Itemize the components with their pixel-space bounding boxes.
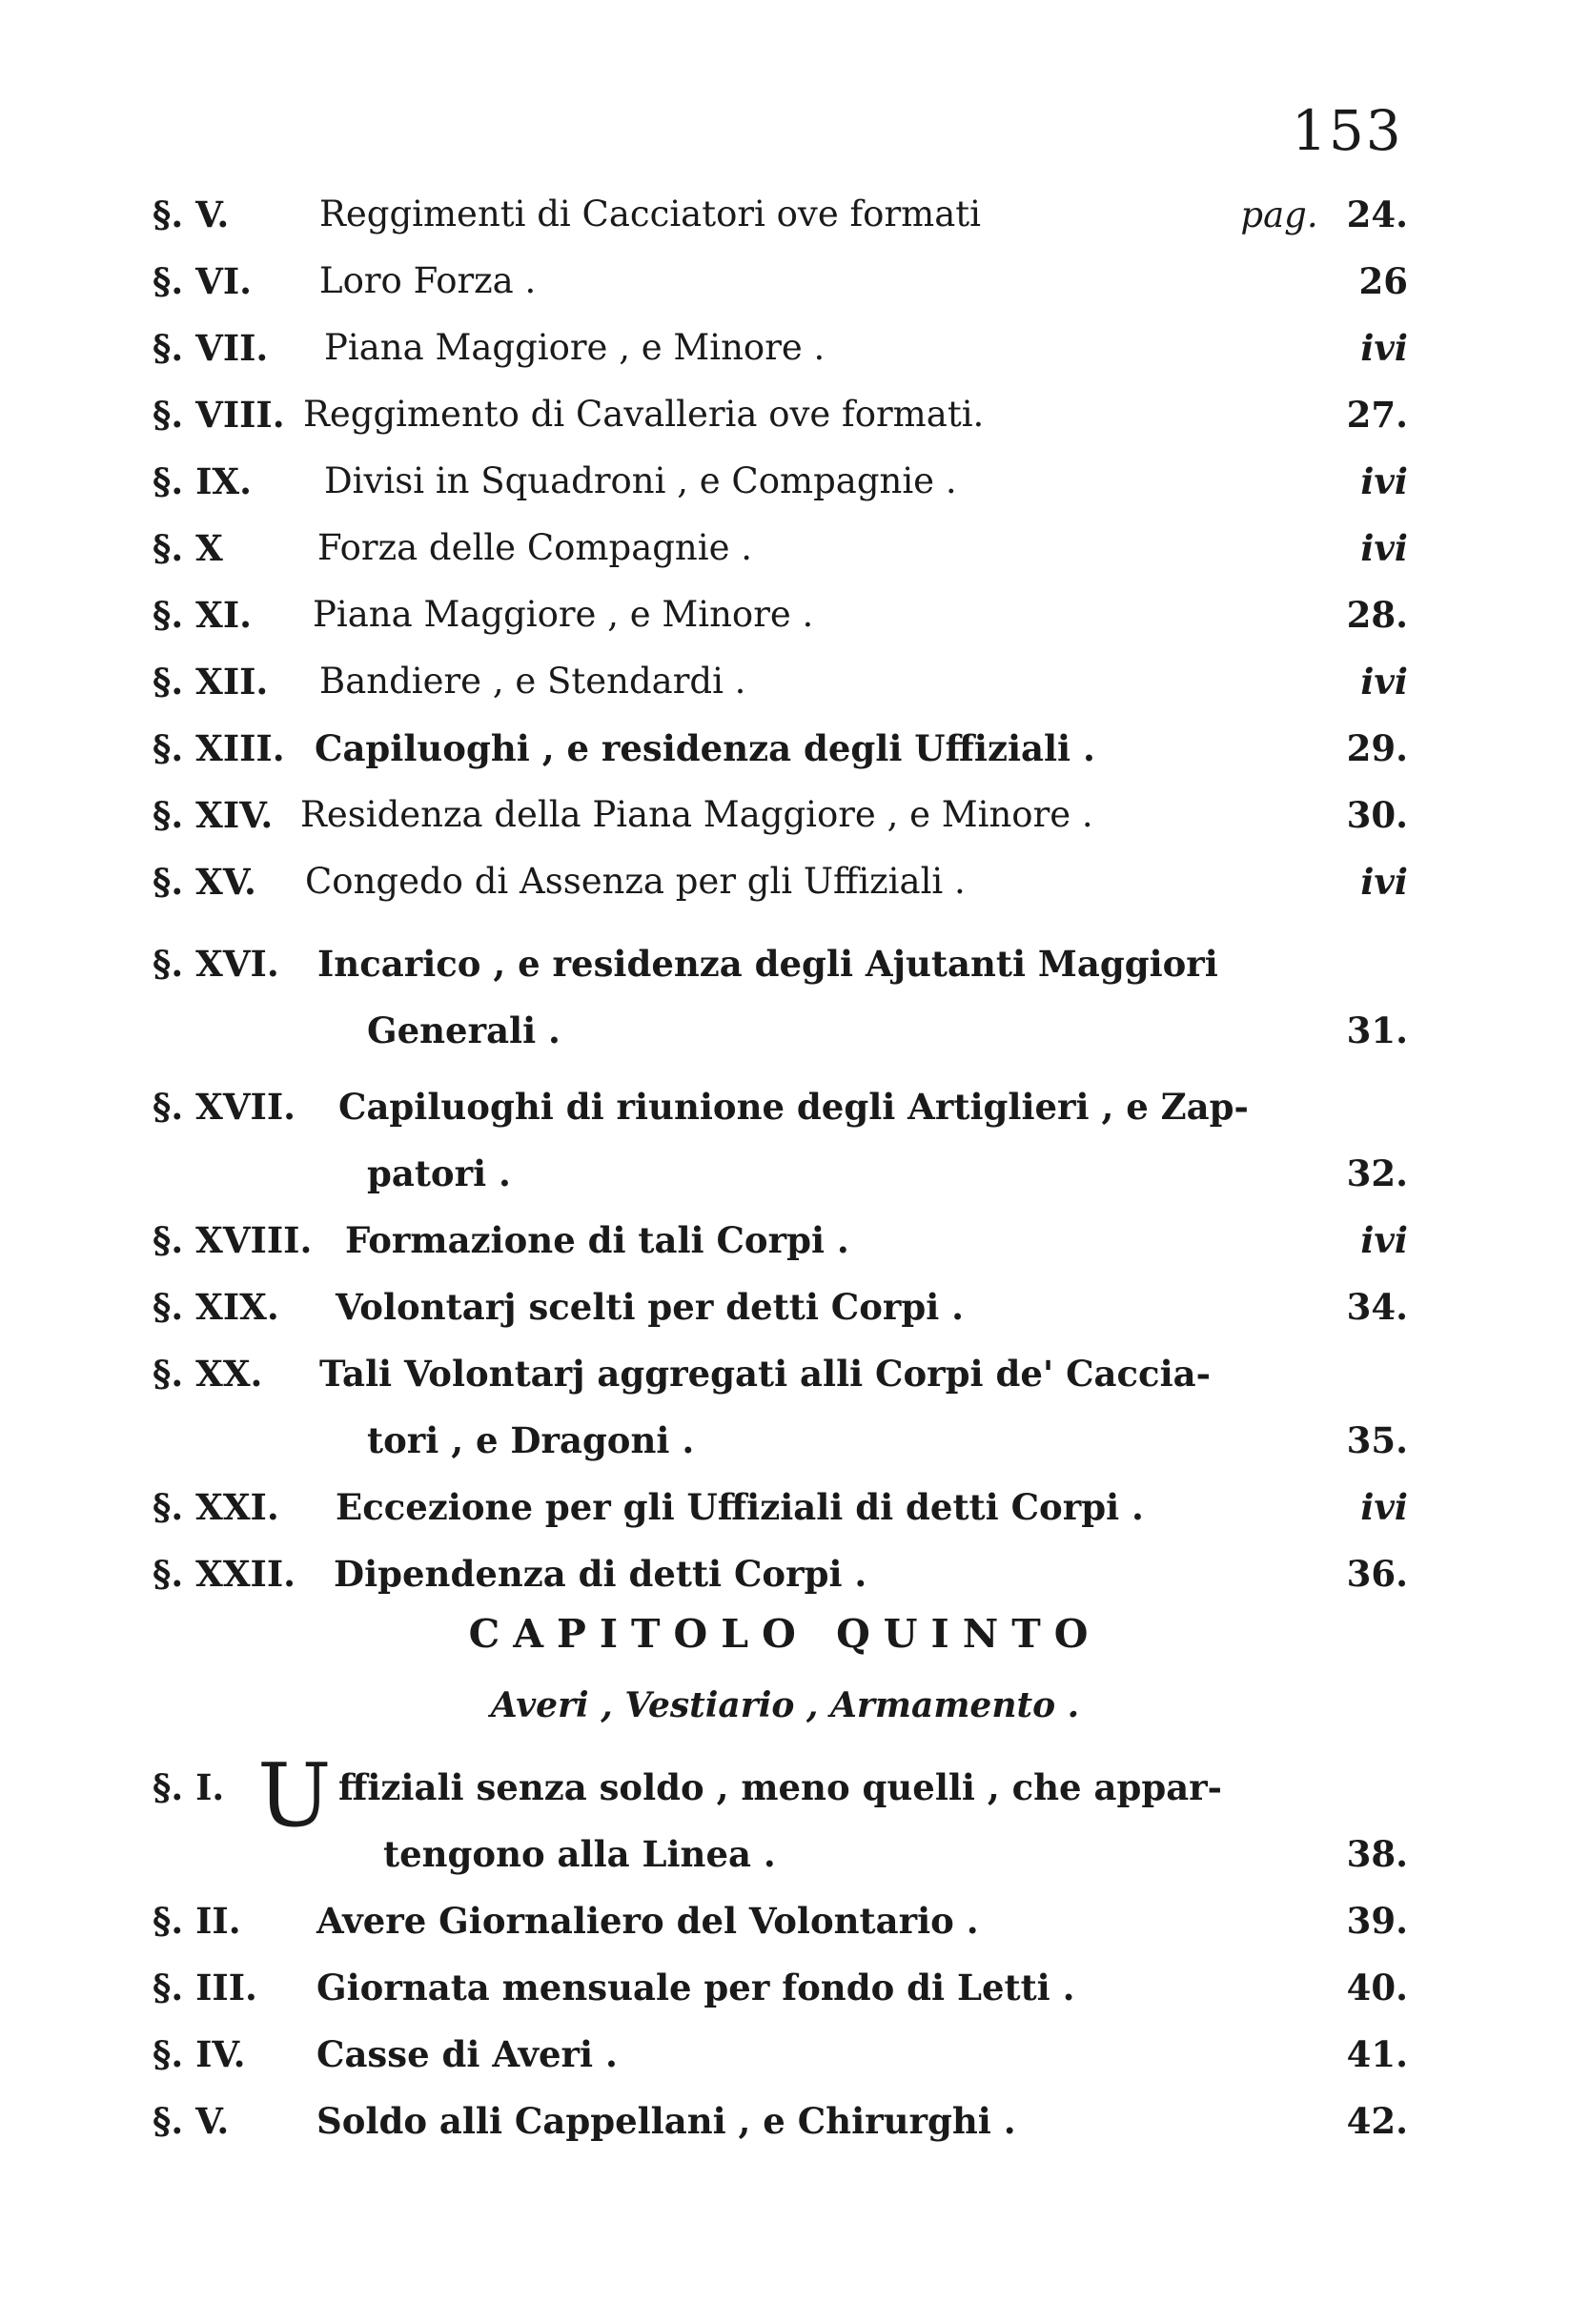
section-number: §. V. xyxy=(153,2100,230,2142)
page-ref: 42. xyxy=(1346,2100,1408,2142)
entry-title: Reggimento di Cavalleria ove formati. xyxy=(303,394,985,435)
section-number: §. XXII. xyxy=(153,1553,296,1595)
page-number: 153 xyxy=(1292,98,1403,163)
section-number: §. XV. xyxy=(153,861,256,903)
entry-title-continuation: Generali . xyxy=(367,1009,561,1051)
entry-title: Bandiere , e Stendardi . xyxy=(319,661,746,702)
entry-title: ffiziali senza soldo , meno quelli , che appar- xyxy=(338,1766,1223,1808)
entry-title: Reggimenti di Cacciatori ove formati xyxy=(319,194,981,234)
entry-title: Residenza della Piana Maggiore , e Minore . xyxy=(300,794,1093,835)
page-ref: 36. xyxy=(1346,1553,1408,1595)
entry-title: Avere Giornaliero del Volontario . xyxy=(316,1900,979,1942)
toc-entry xyxy=(0,2028,1570,2080)
toc-entry xyxy=(0,789,1570,841)
chapter-subtitle: Averi , Vestiario , Armamento . xyxy=(490,1685,1080,1725)
toc-entry xyxy=(0,456,1570,507)
section-number: §. XVII. xyxy=(153,1086,296,1128)
section-number: §. III. xyxy=(153,1967,257,2008)
toc-entry xyxy=(0,1895,1570,1947)
toc-entry xyxy=(0,656,1570,707)
section-number: §. VIII. xyxy=(153,394,285,436)
entry-title: Tali Volontarj aggregati alli Corpi de' Caccia- xyxy=(319,1353,1211,1395)
entry-title: Dipendenza di detti Corpi . xyxy=(334,1553,867,1595)
toc-entry xyxy=(0,1548,1570,1600)
page-ref: 26 xyxy=(1358,260,1408,302)
page-ref: 38. xyxy=(1346,1833,1408,1875)
page-ref: 28. xyxy=(1346,594,1408,636)
toc-entry xyxy=(0,2095,1570,2147)
page-ref: 31. xyxy=(1346,1009,1408,1051)
toc-entry xyxy=(0,589,1570,641)
page-ref-value: 24. xyxy=(1346,194,1408,235)
entry-title: Incarico , e residenza degli Ajutanti Maggiori xyxy=(317,943,1218,985)
page-ref: 29. xyxy=(1346,727,1408,769)
toc-entry-continuation xyxy=(0,1148,1570,1199)
section-number: §. IV. xyxy=(153,2033,246,2075)
toc-entry xyxy=(0,723,1570,774)
section-number: §. I. xyxy=(153,1766,225,1808)
section-number: §. XX. xyxy=(153,1353,263,1395)
page-ref: ivi xyxy=(1360,527,1408,569)
entry-title: Formazione di tali Corpi . xyxy=(345,1219,849,1261)
toc-entry xyxy=(0,1081,1570,1132)
section-number: §. XIV. xyxy=(153,794,274,836)
toc-entry xyxy=(0,389,1570,440)
entry-title: Soldo alli Cappellani , e Chirurghi . xyxy=(316,2100,1016,2142)
section-number: §. XVI. xyxy=(153,943,279,985)
entry-title: Loro Forza . xyxy=(319,260,537,301)
page-ref: ivi xyxy=(1360,460,1408,502)
page-ref xyxy=(1240,189,1408,241)
section-number: §. II. xyxy=(153,1900,241,1942)
entry-title-continuation: tori , e Dragoni . xyxy=(367,1419,695,1461)
section-number: §. XXI. xyxy=(153,1486,279,1528)
page-ref: ivi xyxy=(1360,327,1408,369)
section-number: §. XI. xyxy=(153,594,253,636)
toc-entry xyxy=(0,1214,1570,1266)
page-label: pag. xyxy=(1240,194,1318,235)
entry-title: Capiluoghi , e residenza degli Uffiziali . xyxy=(315,727,1095,769)
entry-title: Piana Maggiore , e Minore . xyxy=(324,327,826,368)
page-ref: 35. xyxy=(1346,1419,1408,1461)
entry-title: Casse di Averi . xyxy=(316,2033,618,2075)
section-number: §. XIX. xyxy=(153,1286,279,1328)
page-ref: ivi xyxy=(1360,661,1408,703)
page-ref: ivi xyxy=(1360,1486,1408,1528)
entry-title-continuation: patori . xyxy=(367,1152,511,1194)
toc-entry xyxy=(0,1762,1570,1813)
section-number: §. IX. xyxy=(153,460,253,502)
entry-title: Piana Maggiore , e Minore . xyxy=(313,594,814,635)
entry-title: Giornata mensuale per fondo di Letti . xyxy=(316,1967,1075,2008)
entry-title: Forza delle Compagnie . xyxy=(317,527,753,568)
toc-entry xyxy=(0,1962,1570,2013)
drop-cap: U xyxy=(257,1744,332,1846)
section-number: §. X xyxy=(153,527,223,569)
chapter-heading: CAPITOLO QUINTO xyxy=(468,1611,1102,1657)
section-number: §. V. xyxy=(153,194,230,235)
entry-title: Volontarj scelti per detti Corpi . xyxy=(336,1286,965,1328)
page-ref: 34. xyxy=(1346,1286,1408,1328)
toc-entry xyxy=(0,189,1570,240)
toc-entry-continuation xyxy=(0,1005,1570,1056)
toc-entry xyxy=(0,1481,1570,1533)
section-number: §. VII. xyxy=(153,327,269,369)
toc-entry xyxy=(0,1281,1570,1333)
page-ref: 39. xyxy=(1346,1900,1408,1942)
section-number: §. XII. xyxy=(153,661,269,703)
entry-title: Divisi in Squadroni , e Compagnie . xyxy=(324,460,957,501)
section-number: §. XIII. xyxy=(153,727,285,769)
entry-title-continuation: tengono alla Linea . xyxy=(383,1833,776,1875)
toc-entry xyxy=(0,938,1570,989)
page-ref: 30. xyxy=(1346,794,1408,836)
toc-entry-continuation xyxy=(0,1828,1570,1880)
page-ref: 40. xyxy=(1346,1967,1408,2008)
page-ref: 32. xyxy=(1346,1152,1408,1194)
toc-entry xyxy=(0,255,1570,307)
toc-entry xyxy=(0,856,1570,907)
page-ref: 27. xyxy=(1346,394,1408,436)
entry-title: Capiluoghi di riunione degli Artiglieri , e Zap- xyxy=(338,1086,1249,1128)
section-number: §. XVIII. xyxy=(153,1219,313,1261)
section-number: §. VI. xyxy=(153,260,253,302)
toc-entry xyxy=(0,322,1570,374)
page-ref: 41. xyxy=(1346,2033,1408,2075)
page-ref: ivi xyxy=(1360,861,1408,903)
entry-title: Congedo di Assenza per gli Uffiziali . xyxy=(305,861,966,902)
toc-entry xyxy=(0,1348,1570,1399)
entry-title: Eccezione per gli Uffiziali di detti Corpi . xyxy=(336,1486,1144,1528)
toc-entry xyxy=(0,522,1570,574)
toc-entry-continuation xyxy=(0,1415,1570,1466)
page-ref: ivi xyxy=(1360,1219,1408,1261)
